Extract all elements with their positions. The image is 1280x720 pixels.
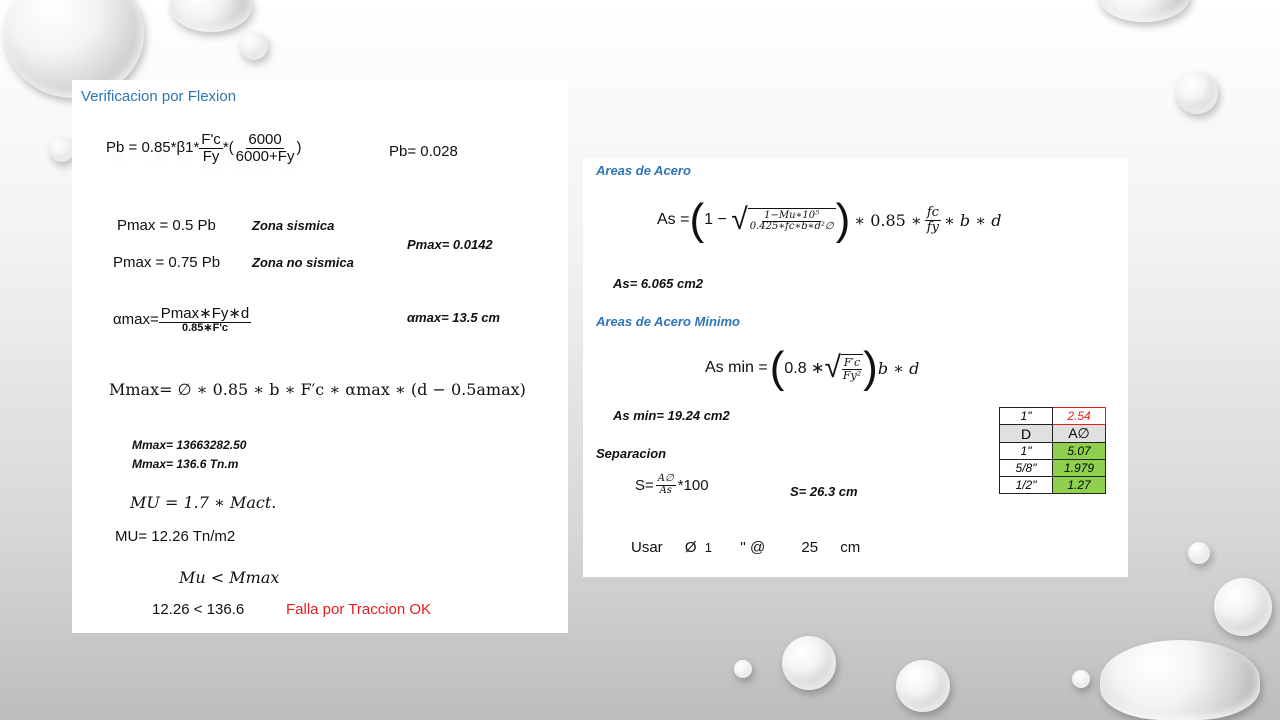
water-drop-decoration xyxy=(1188,542,1210,564)
amax-result: αmax= 13.5 cm xyxy=(407,310,500,325)
section-title-areas: Areas de Acero xyxy=(596,163,691,178)
asmin-result: As min= 19.24 cm2 xyxy=(613,408,730,423)
mu-result: MU= 12.26 Tn/m2 xyxy=(115,528,236,545)
mmax-value-2: Mmax= 136.6 Tn.m xyxy=(132,457,239,471)
table-row: D A∅ xyxy=(1000,425,1106,443)
s-formula: S= $\frac{A\emptyset}{As}$ *100 xyxy=(635,473,709,496)
usar-line: Usar Ø 1 '' @ 25 cm xyxy=(631,539,861,556)
mu-formula: MU = 1.7 ∗ Mact. xyxy=(130,493,277,512)
water-drop-decoration xyxy=(240,32,268,60)
pb-formula: Pb = 0.85*β1* $\frac{F'c}{Fy}$ *( $\frac{6000}{6000+Fy}$ ) xyxy=(106,131,302,165)
mmax-formula: Mmax= ∅ ∗ 0.85 ∗ b ∗ F′c ∗ αmax ∗ (d − 0.5amax) xyxy=(109,380,526,399)
amax-formula: αmax= $\frac{Pmax∗Fy∗d}{0.85∗F'c}$ xyxy=(113,305,250,334)
water-drop-decoration xyxy=(782,636,836,690)
flexion-check-panel xyxy=(72,80,568,633)
pmax-result: Pmax= 0.0142 xyxy=(407,237,493,252)
zona-sismica-label: Zona sismica xyxy=(252,218,335,233)
table-row: 1" 2.54 xyxy=(1000,408,1106,425)
section-title-areas-minimo: Areas de Acero Minimo xyxy=(596,314,741,329)
water-drop-decoration xyxy=(1072,670,1090,688)
table-row: 1/2" 1.27 xyxy=(1000,477,1106,494)
s-result: S= 26.3 cm xyxy=(790,484,858,499)
mu-condition: Mu < Mmax xyxy=(179,568,280,587)
verdict-text: Falla por Traccion OK xyxy=(286,601,432,618)
steel-area-panel xyxy=(583,158,1128,577)
water-drop-decoration xyxy=(734,660,752,678)
water-drop-decoration xyxy=(896,660,950,712)
table-row: 1" 5.07 xyxy=(1000,443,1106,460)
water-drop-decoration xyxy=(1176,72,1218,114)
mmax-value-1: Mmax= 13663282.50 xyxy=(132,438,247,452)
water-drop-decoration xyxy=(1214,578,1272,636)
moment-comparison: 12.26 < 136.6 xyxy=(152,601,245,618)
pmax-non-seismic: Pmax = 0.75 Pb xyxy=(113,254,221,271)
water-drop-decoration xyxy=(50,138,74,162)
water-drop-decoration xyxy=(1100,640,1260,720)
table-row: 5/8" 1.979 xyxy=(1000,460,1106,477)
section-title-separacion: Separacion xyxy=(596,446,667,461)
asmin-formula: As min = ( 0.8 ∗ √ $\frac{F'c}{\text{Fy²}}$ ) b ∗ d xyxy=(705,343,920,392)
water-drop-decoration xyxy=(1098,0,1190,22)
as-formula: As = ( 1 − √ $\frac{\text{1−Mu∗10⁵}}{\text{0.425∗fc∗b∗d²∅}}$ ) ∗ 0.85 ∗ $\frac{fc}{fy}$ ∗ b ∗ d xyxy=(657,195,1002,244)
as-result: As= 6.065 cm2 xyxy=(613,276,703,291)
pmax-seismic: Pmax = 0.5 Pb xyxy=(117,217,216,234)
rebar-area-table xyxy=(999,407,1106,494)
water-drop-decoration xyxy=(170,0,252,32)
section-title-flexion: Verificacion por Flexion xyxy=(81,88,237,105)
pb-result: Pb= 0.028 xyxy=(389,143,458,160)
zona-no-sismica-label: Zona no sismica xyxy=(252,255,354,270)
